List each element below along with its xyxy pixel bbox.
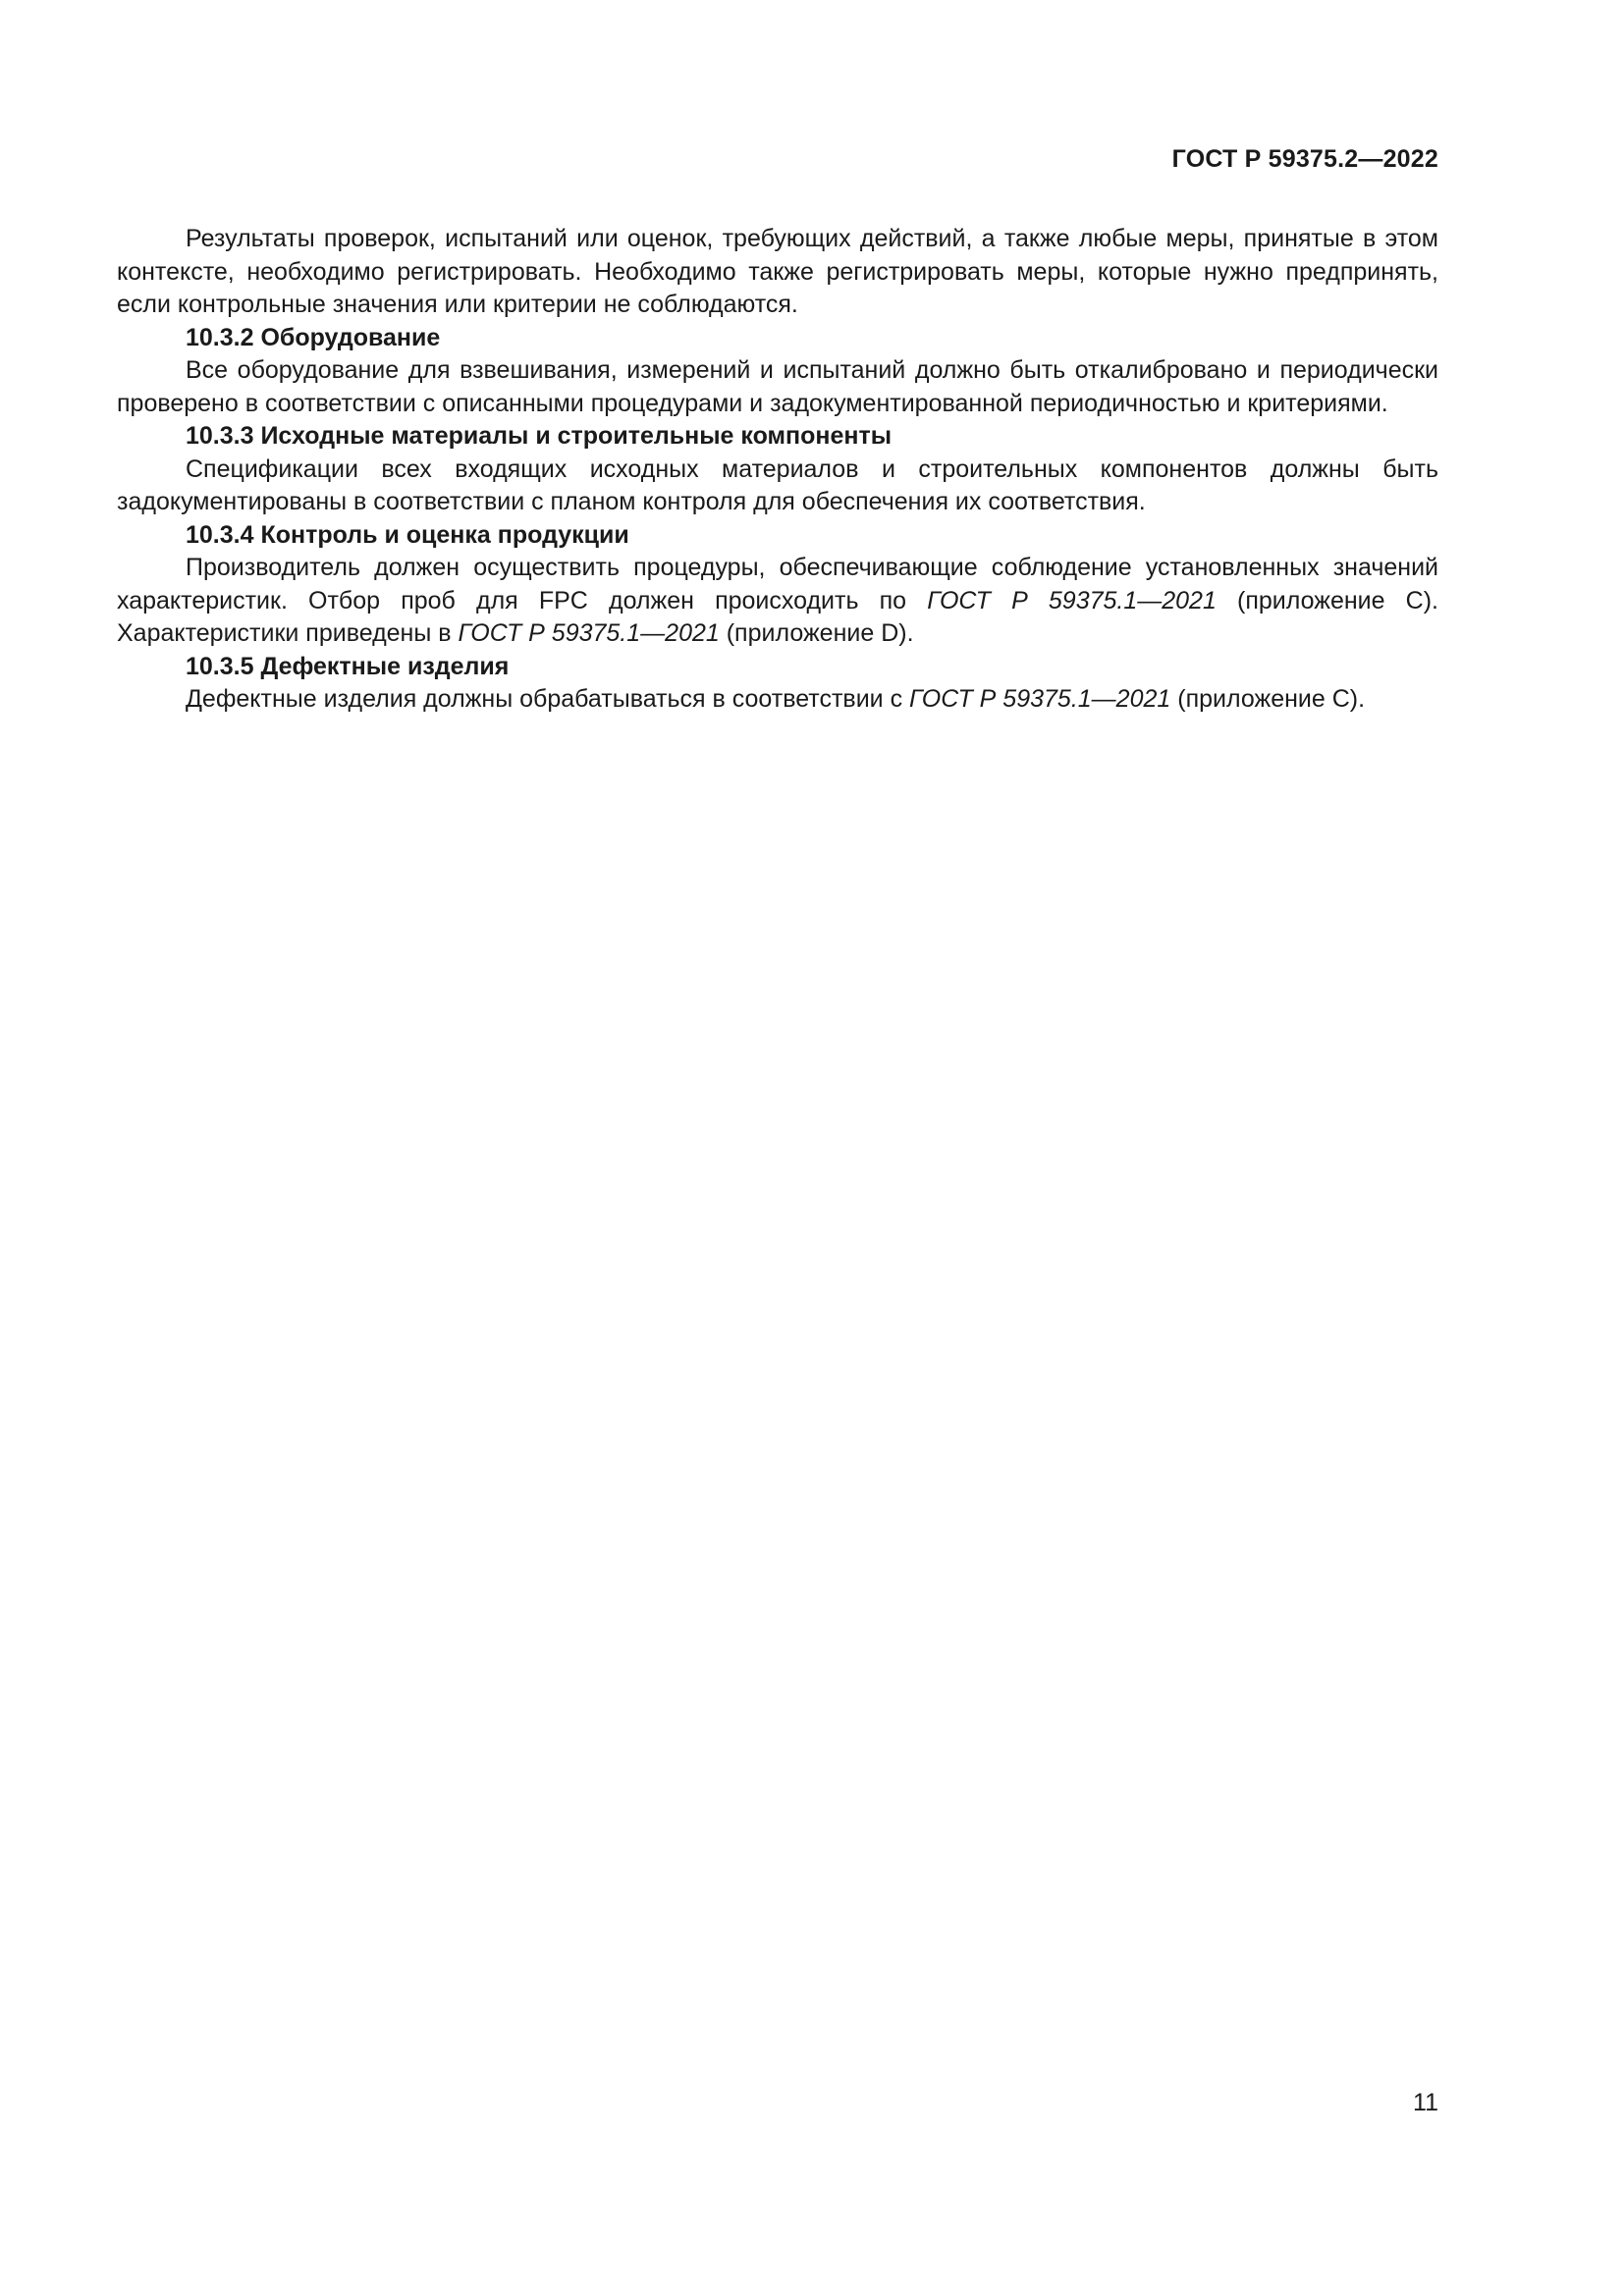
heading-10-3-3: 10.3.3 Исходные материалы и строительные компоненты xyxy=(186,422,893,450)
page-number: 11 xyxy=(1413,2089,1438,2116)
standard-reference: ГОСТ Р 59375.1—2021 xyxy=(909,685,1171,713)
paragraph-equipment: Все оборудование для взвешивания, измерений и испытаний должно быть откалибровано и периодически проверено в соответствии с описанными процедурами и задокументированной периодичностью и критериями. xyxy=(117,356,1438,417)
paragraph-materials: Спецификации всех входящих исходных материалов и строительных компонентов должны быть задокументированы в соответствии с планом контроля для обеспечения их соответствия. xyxy=(117,454,1438,515)
text-segment: (приложение D). xyxy=(719,619,914,647)
document-header xyxy=(117,145,1438,174)
paragraph-records: Результаты проверок, испытаний или оценок, требующих действий, а также любые меры, принятые в этом контексте, необходимо регистрировать. Необходимо также регистрировать меры, которые нужно предпринять, если контрольные значения или критерии не соблюдаются. xyxy=(117,225,1438,318)
paragraph-defective-items xyxy=(117,683,1438,717)
standard-reference: ГОСТ Р 59375.1—2021 xyxy=(458,619,720,647)
heading-10-3-2: 10.3.2 Оборудование xyxy=(186,323,441,351)
text-segment: (приложение С). xyxy=(1170,685,1366,713)
heading-10-3-5: 10.3.5 Дефектные изделия xyxy=(186,652,510,680)
text-segment: Дефектные изделия должны обрабатываться в соответствии с xyxy=(186,685,910,713)
text-segment: Производитель должен осуществить процедуры, обеспечивающие соблюдение установленных значений характеристик. Отбор проб для FPC должен происходить по xyxy=(117,554,1438,614)
text-segment: (приложение С). Характеристики приведены в xyxy=(117,586,1439,647)
standard-id: ГОСТ Р 59375.2—2022 xyxy=(1171,145,1438,173)
standard-reference: ГОСТ Р 59375.1—2021 xyxy=(927,586,1217,614)
heading-10-3-4: 10.3.4 Контроль и оценка продукции xyxy=(186,520,629,549)
document-body xyxy=(117,223,1438,717)
paragraph-product-control xyxy=(117,552,1438,651)
